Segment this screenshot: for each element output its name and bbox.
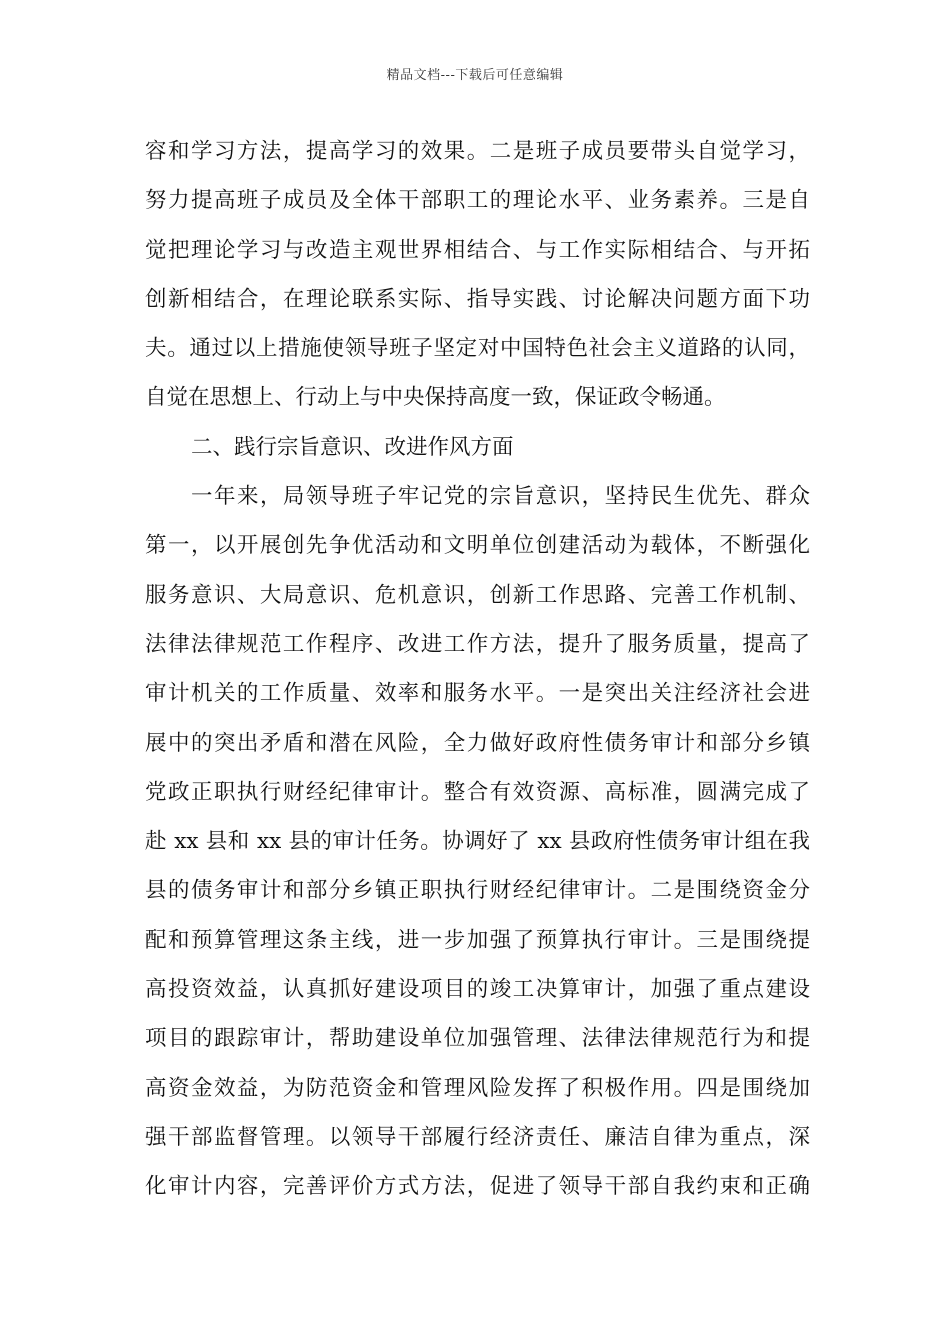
section-heading: 二、践行宗旨意识、改进作风方面	[191, 434, 514, 460]
text-line-11: 法律法律规范工作程序、改进工作方法，提升了服务质量，提高了	[145, 631, 810, 657]
text-line-1: 容和学习方法，提高学习的效果。二是班子成员要带头自觉学习，	[145, 139, 810, 164]
text-line-16: 县的债务审计和部分乡镇正职执行财经纪律审计。二是围绕资金分	[145, 878, 810, 904]
text-line-10: 服务意识、大局意识、危机意识，创新工作思路、完善工作机制、	[145, 582, 810, 608]
text-line-3: 觉把理论学习与改造主观世界相结合、与工作实际相结合、与开拓	[145, 237, 810, 263]
text-line-12: 审计机关的工作质量、效率和服务水平。一是突出关注经济社会进	[145, 681, 810, 707]
text-line-21: 强干部监督管理。以领导干部履行经济责任、廉洁自律为重点，深	[145, 1124, 810, 1150]
text-line-2: 努力提高班子成员及全体干部职工的理论水平、业务素养。三是自	[145, 188, 810, 214]
text-line-15: 赴 xx 县和 xx 县的审计任务。协调好了 xx 县政府性债务审计组在我	[145, 829, 810, 855]
text-line-14: 党政正职执行财经纪律审计。整合有效资源、高标准，圆满完成了	[145, 779, 810, 805]
text-line-5: 夫。通过以上措施使领导班子坚定对中国特色社会主义道路的认同，	[145, 336, 810, 362]
text-line-18: 高投资效益，认真抓好建设项目的竣工决算审计，加强了重点建设	[145, 977, 810, 1003]
text-line-17: 配和预算管理这条主线，进一步加强了预算执行审计。三是围绕提	[145, 927, 810, 953]
text-line-13: 展中的突出矛盾和潜在风险，全力做好政府性债务审计和部分乡镇	[145, 730, 810, 756]
text-line-8: 一年来，局领导班子牢记党的宗旨意识，坚持民生优先、群众	[191, 484, 810, 510]
page-header: 精品文档---下载后可任意编辑	[386, 68, 564, 83]
text-line-9: 第一，以开展创先争优活动和文明单位创建活动为载体，不断强化	[145, 533, 810, 559]
text-line-20: 高资金效益，为防范资金和管理风险发挥了积极作用。四是围绕加	[145, 1075, 810, 1101]
text-line-19: 项目的跟踪审计，帮助建设单位加强管理、法律法律规范行为和提	[145, 1026, 810, 1052]
text-line-4: 创新相结合，在理论联系实际、指导实践、讨论解决问题方面下功	[145, 286, 810, 312]
text-line-22: 化审计内容，完善评价方式方法，促进了领导干部自我约束和正确	[145, 1174, 810, 1200]
document-body	[145, 127, 810, 1212]
text-line-6: 自觉在思想上、行动上与中央保持高度一致，保证政令畅通。	[145, 385, 726, 411]
